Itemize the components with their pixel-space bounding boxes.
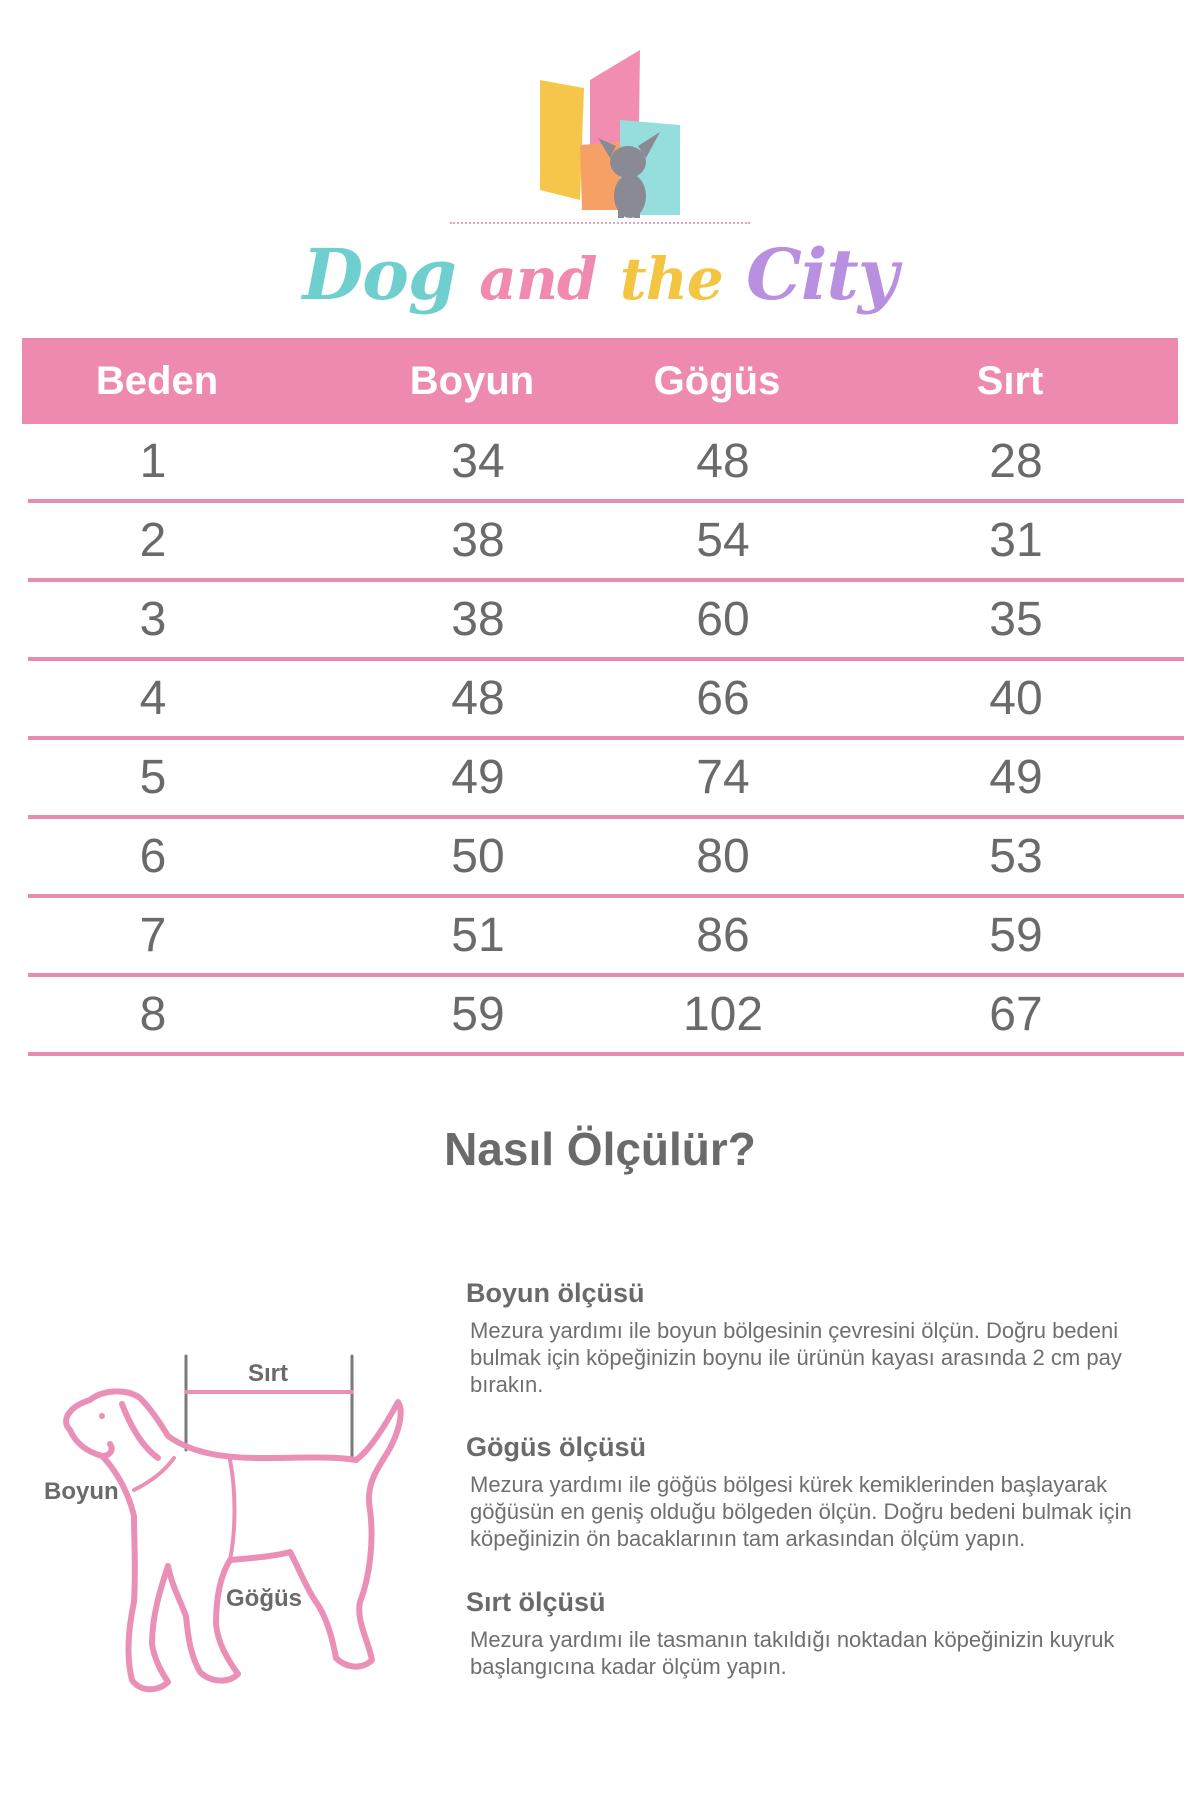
cell-chest: 66	[696, 672, 750, 725]
cell-chest: 102	[682, 988, 764, 1041]
diagram-label-sirt: Sırt	[248, 1360, 289, 1387]
cell-chest: 74	[696, 751, 750, 804]
cell-chest: 54	[696, 514, 750, 567]
back-info	[466, 1587, 1176, 1680]
brand-word-dog: Dog	[302, 233, 456, 316]
cell-back: 40	[989, 672, 1043, 725]
table-row	[28, 661, 1184, 740]
table-row	[28, 740, 1184, 819]
diagram-label-gogus: Göğüs	[226, 1585, 302, 1612]
diagram-label-boyun: Boyun	[44, 1478, 119, 1505]
cell-neck: 49	[451, 751, 505, 804]
back-heading: Sırt ölçüsü	[466, 1587, 606, 1617]
logo-divider	[450, 222, 750, 224]
cell-chest: 80	[696, 830, 750, 883]
cell-neck: 51	[451, 909, 505, 962]
cell-chest: 60	[696, 593, 750, 646]
cell-neck: 34	[451, 435, 505, 488]
header-sirt: Sırt	[976, 358, 1044, 403]
cell-chest: 48	[696, 435, 750, 488]
chest-text: Mezura yardımı ile göğüs bölgesi kürek kemiklerinden başlayarak göğüsün en geniş olduğu bölgeden ölçün. Doğru bedeni bulmak için köpeğinizin ön bacaklarının tam arkasından ölçüm yapın.	[470, 1472, 1132, 1551]
dog-measurement-diagram	[40, 1340, 440, 1710]
cell-neck: 50	[451, 830, 505, 883]
cell-size: 1	[139, 435, 167, 488]
brand-logo	[0, 50, 1200, 316]
header-boyun: Boyun	[409, 358, 535, 403]
cell-size: 7	[139, 909, 167, 962]
cell-back: 28	[989, 435, 1043, 488]
table-row	[28, 424, 1184, 503]
cell-size: 3	[139, 593, 167, 646]
table-row	[28, 898, 1184, 977]
back-text: Mezura yardımı ile tasmanın takıldığı noktadan köpeğinizin kuyruk başlangıcına kadar ölçüm yapın.	[470, 1627, 1115, 1679]
brand-word-city: City	[746, 233, 898, 316]
cell-size: 6	[139, 830, 167, 883]
cell-neck: 38	[451, 593, 505, 646]
city-buildings-icon	[520, 50, 700, 230]
cell-back: 35	[989, 593, 1043, 646]
neck-heading: Boyun ölçüsü	[466, 1278, 645, 1308]
cell-neck: 59	[451, 988, 505, 1041]
cell-size: 8	[139, 988, 167, 1041]
neck-text: Mezura yardımı ile boyun bölgesinin çevresini ölçün. Doğru bedeni bulmak için köpeğinizin boynu ile ürünün kayası arasında 2 cm pay bırakın.	[470, 1318, 1122, 1397]
cell-size: 4	[139, 672, 167, 725]
cell-back: 31	[989, 514, 1043, 567]
neck-info	[466, 1278, 1176, 1398]
size-table	[22, 338, 1178, 1056]
table-row	[28, 582, 1184, 661]
cell-back: 59	[989, 909, 1043, 962]
table-row	[28, 977, 1184, 1056]
chest-heading: Gögüs ölçüsü	[466, 1432, 647, 1462]
header-beden: Beden	[95, 358, 219, 403]
cell-size: 5	[139, 751, 167, 804]
brand-word-and: and	[479, 245, 597, 313]
chest-info	[466, 1432, 1176, 1552]
header-gogus: Gögüs	[653, 358, 781, 403]
cell-chest: 86	[696, 909, 750, 962]
table-row	[28, 503, 1184, 582]
cell-neck: 48	[451, 672, 505, 725]
brand-name	[0, 230, 1200, 324]
table-row	[28, 819, 1184, 898]
section-title: Nasıl Ölçülür?	[444, 1123, 756, 1175]
cell-size: 2	[139, 514, 167, 567]
cell-back: 49	[989, 751, 1043, 804]
cell-back: 53	[989, 830, 1043, 883]
cell-neck: 38	[451, 514, 505, 567]
cell-back: 67	[989, 988, 1043, 1041]
brand-word-the: the	[619, 245, 723, 313]
table-header	[22, 338, 1178, 424]
